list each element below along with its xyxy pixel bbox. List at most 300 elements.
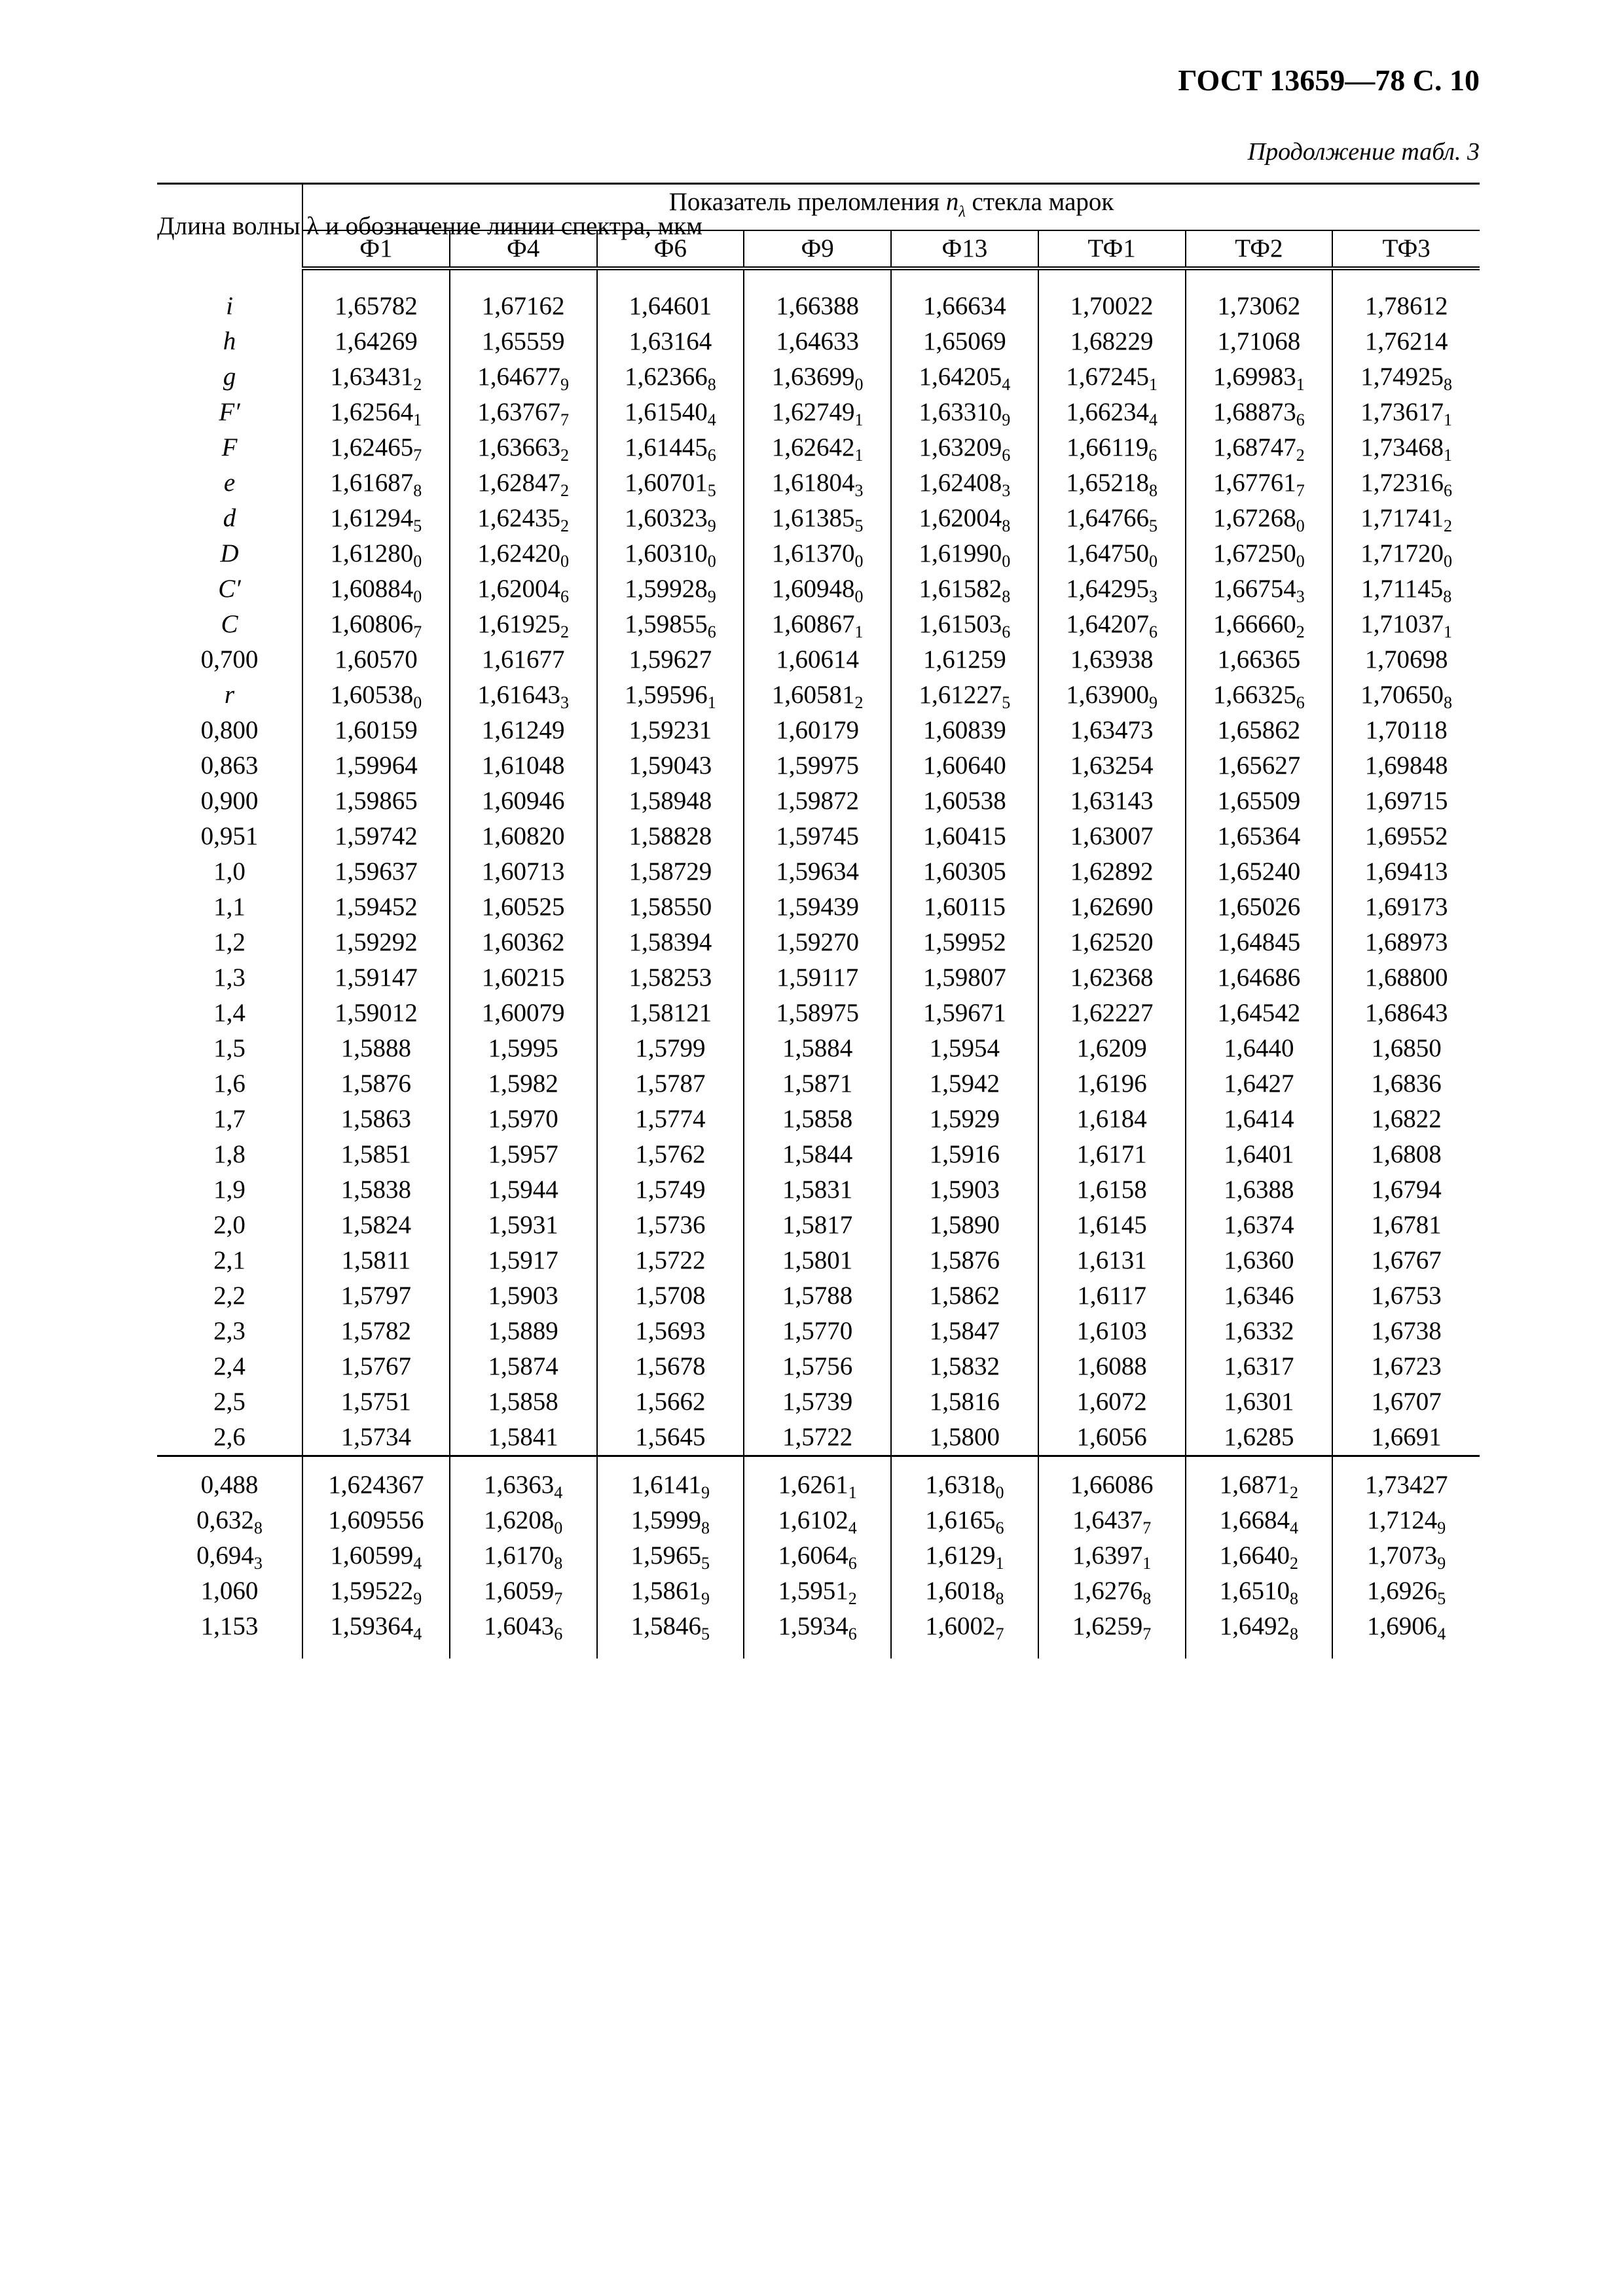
table-row: [157, 324, 1480, 359]
table-row: [157, 289, 1480, 324]
refractive-index-cell: 1,60820: [450, 819, 597, 854]
wavelength-label: g: [157, 359, 302, 395]
value-subscript-digit: 0: [995, 1483, 1004, 1502]
refractive-index-cell: $1,67245_1$: [1038, 359, 1186, 395]
refractive-index-cell: 1,5824: [302, 1208, 450, 1243]
value-subscript-digit: 6: [848, 1624, 857, 1643]
refractive-index-cell: 1,5739: [744, 1384, 891, 1420]
value-subscript-digit: 6: [1296, 693, 1305, 712]
refractive-index-cell: 1,5917: [450, 1243, 597, 1278]
refractive-index-cell: $1,60884_0$: [302, 571, 450, 607]
refractive-index-cell: 1,59292: [302, 925, 450, 960]
refractive-index-cell: 1,5851: [302, 1137, 450, 1172]
wavelength-label: 1,8: [157, 1137, 302, 1172]
spacer-cell: [450, 1456, 597, 1468]
refractive-index-cell: 1,59872: [744, 783, 891, 819]
value-subscript-digit: 4: [1437, 1624, 1446, 1643]
refractive-index-cell: 1,5970: [450, 1102, 597, 1137]
refractive-index-cell: 1,5800: [891, 1420, 1038, 1456]
value-subscript-digit: 7: [1142, 1624, 1152, 1643]
value-subscript-digit: 5: [1002, 693, 1011, 712]
wavelength-label: 1,153: [157, 1609, 302, 1644]
table-row: [157, 359, 1480, 395]
refractive-index-cell: 1,69848: [1364, 751, 1448, 780]
value-subscript-digit: 4: [413, 1624, 422, 1643]
value-subscript-digit: 5: [701, 1554, 710, 1573]
refractive-index-cell: 1,76214: [1364, 327, 1448, 355]
table-row: [157, 571, 1480, 607]
refractive-index-cell: $1,65218_8$: [1038, 465, 1186, 501]
refractive-index-cell: 1,6822: [1371, 1105, 1442, 1133]
value-subscript-digit: 9: [1437, 1518, 1446, 1537]
refractive-index-cell: 1,58948: [597, 783, 744, 819]
grade-header: ТФ3: [1332, 230, 1480, 268]
table-row: [157, 607, 1480, 642]
refractive-index-cell: $1,72316_6$: [1360, 469, 1453, 500]
refractive-index-cell: $1,59522_9$: [302, 1573, 450, 1609]
value-subscript-digit: 0: [854, 587, 864, 606]
refractive-index-cell: 1,6440: [1186, 1031, 1333, 1066]
refractive-index-cell: $1,64207_6$: [1038, 607, 1186, 642]
value-subscript-digit: 2: [1444, 516, 1453, 535]
refractive-index-cell: $1,6640_2$: [1186, 1538, 1333, 1573]
value-subscript-digit: 6: [848, 1554, 857, 1573]
refractive-index-cell: 1,5736: [597, 1208, 744, 1243]
refractive-index-cell: 1,6171: [1038, 1137, 1186, 1172]
spacer-cell: [1332, 1456, 1480, 1468]
refractive-index-cell: $1,59928_9$: [597, 571, 744, 607]
grade-header: Ф6: [597, 230, 744, 268]
refractive-index-cell: 1,6808: [1371, 1140, 1442, 1168]
refractive-index-cell: $1,62420_0$: [450, 536, 597, 571]
spacer-cell: [1332, 1644, 1480, 1659]
refractive-index-cell: $1,7073_9$: [1367, 1541, 1446, 1573]
refractive-index-cell: 1,5722: [744, 1420, 891, 1456]
refractive-index-cell: 1,5888: [302, 1031, 450, 1066]
grade-header: Ф9: [744, 230, 891, 268]
refractive-index-cell: 1,5862: [891, 1278, 1038, 1314]
refractive-index-cell: $1,5965_5$: [597, 1538, 744, 1573]
wavelength-label: 0,863: [157, 748, 302, 783]
refractive-index-cell: 1,6346: [1186, 1278, 1333, 1314]
refractive-index-cell: 1,58975: [744, 996, 891, 1031]
table-spacer-row: [157, 268, 1480, 289]
refractive-index-cell: 1,6781: [1371, 1211, 1442, 1239]
value-subscript-digit: 3: [560, 693, 569, 712]
refractive-index-cell: 1,5858: [744, 1102, 891, 1137]
refractive-index-cell: 1,59807: [891, 960, 1038, 996]
refractive-index-cell: $1,64205_4$: [891, 359, 1038, 395]
refractive-index-cell: $1,64677_9$: [450, 359, 597, 395]
refractive-index-cell: 1,60179: [744, 713, 891, 748]
spacer-cell: [302, 1456, 450, 1468]
refractive-index-cell: 1,62368: [1038, 960, 1186, 996]
table-row: [157, 395, 1480, 430]
table-row: [157, 1031, 1480, 1066]
wavelength-label: $0,694_3$: [157, 1538, 302, 1573]
refractive-index-cell: $1,60310_0$: [597, 536, 744, 571]
refractive-index-cell: $1,60599_4$: [302, 1538, 450, 1573]
spacer-cell: [1038, 1456, 1186, 1468]
refractive-index-cell: 1,5884: [744, 1031, 891, 1066]
value-subscript-digit: 9: [701, 1589, 710, 1608]
table-row: [157, 1172, 1480, 1208]
refractive-index-cell: 1,59671: [891, 996, 1038, 1031]
refractive-index-cell: 1,66634: [891, 289, 1038, 324]
refractive-index-cell: 1,5847: [891, 1314, 1038, 1349]
wavelength-label: 0,488: [157, 1467, 302, 1503]
value-subscript-digit: 8: [554, 1554, 563, 1573]
refractive-index-cell: $1,63767_7$: [450, 395, 597, 430]
refractive-index-cell: 1,6401: [1186, 1137, 1333, 1172]
refractive-index-cell: 1,5929: [891, 1102, 1038, 1137]
refractive-index-cell: 1,5831: [744, 1172, 891, 1208]
refractive-index-cell: 1,65240: [1186, 854, 1333, 889]
refractive-index-cell: $1,6871_2$: [1186, 1467, 1333, 1503]
wavelength-label: 1,5: [157, 1031, 302, 1066]
wavelength-label: 1,7: [157, 1102, 302, 1137]
refractive-index-cell: 1,5863: [302, 1102, 450, 1137]
refractive-index-cell: $1,61804_3$: [744, 465, 891, 501]
refractive-index-cell: 1,5903: [891, 1172, 1038, 1208]
value-subscript-digit: 2: [854, 693, 864, 712]
refractive-index-cell: $1,5846_5$: [597, 1609, 744, 1644]
table-row: [157, 1137, 1480, 1172]
value-subscript-digit: 6: [995, 1518, 1004, 1537]
grade-header: Ф4: [450, 230, 597, 268]
refractive-index-cell: 1,5916: [891, 1137, 1038, 1172]
value-subscript-digit: 1: [995, 1554, 1004, 1573]
value-subscript-digit: 6: [1149, 622, 1158, 641]
refractive-index-cell: $1,6208_0$: [450, 1503, 597, 1538]
table-row: [157, 1538, 1480, 1573]
value-subscript-digit: 0: [1296, 516, 1305, 535]
refractive-index-cell: $1,60806_7$: [302, 607, 450, 642]
refractive-index-cell: 1,62892: [1038, 854, 1186, 889]
value-subscript-digit: 8: [1142, 1589, 1152, 1608]
table-row: [157, 1102, 1480, 1137]
refractive-index-cell: $1,6170_8$: [450, 1538, 597, 1573]
refractive-index-cell: 1,6285: [1186, 1420, 1333, 1456]
value-subscript-digit: 0: [413, 552, 422, 571]
value-subscript-digit: 8: [701, 1518, 710, 1537]
value-subscript-digit: 3: [854, 481, 864, 500]
refractive-index-cell: 1,60305: [891, 854, 1038, 889]
refractive-index-cell: $1,68873_6$: [1186, 395, 1333, 430]
table-row: [157, 677, 1480, 713]
value-subscript-digit: 2: [560, 446, 569, 465]
refractive-index-cell: $1,71145_8$: [1360, 575, 1452, 606]
value-subscript-digit: 7: [1142, 1518, 1152, 1537]
refractive-index-cell: 1,5876: [891, 1243, 1038, 1278]
refractive-index-cell: $1,66119_6$: [1038, 430, 1186, 465]
refractive-index-cell: $1,5999_8$: [597, 1503, 744, 1538]
refractive-index-cell: 1,60215: [450, 960, 597, 996]
refractive-index-cell: 1,64633: [744, 324, 891, 359]
refractive-index-cell: $1,63663_2$: [450, 430, 597, 465]
value-subscript-digit: 6: [707, 446, 716, 465]
refractive-index-cell: 1,5799: [597, 1031, 744, 1066]
value-subscript-digit: 8: [253, 1518, 263, 1537]
refractive-index-cell: 1,5876: [302, 1066, 450, 1102]
refractive-index-cell: 1,6131: [1038, 1243, 1186, 1278]
value-subscript-digit: 9: [1437, 1554, 1446, 1573]
refractive-index-cell: 1,59147: [302, 960, 450, 996]
spacer-cell: [1332, 268, 1480, 289]
refractive-index-cell: $1,62004_8$: [891, 501, 1038, 536]
refractive-index-cell: $1,63431_2$: [302, 359, 450, 395]
refractive-index-cell: $1,6437_7$: [1038, 1503, 1186, 1538]
refractive-index-cell: 1,70022: [1038, 289, 1186, 324]
refractive-index-cell: 1,6836: [1371, 1069, 1442, 1098]
refractive-index-cell: 1,6374: [1186, 1208, 1333, 1243]
refractive-index-cell: $1,61503_6$: [891, 607, 1038, 642]
refractive-index-cell: $1,7124_9$: [1367, 1506, 1446, 1537]
refractive-index-cell: 1,5722: [597, 1243, 744, 1278]
refractive-index-cell: $1,6363_4$: [450, 1467, 597, 1503]
refractive-index-cell: 1,64845: [1186, 925, 1333, 960]
refractive-index-cell: 1,58729: [597, 854, 744, 889]
refractive-index-cell: $1,60948_0$: [744, 571, 891, 607]
refractive-index-cell: 1,63938: [1038, 642, 1186, 677]
value-subscript-digit: 0: [413, 693, 422, 712]
refractive-index-cell: 1,6117: [1038, 1278, 1186, 1314]
refractive-index-cell: 1,5816: [891, 1384, 1038, 1420]
refractive-index-cell: 1,59231: [597, 713, 744, 748]
table-row: [157, 996, 1480, 1031]
value-subscript-digit: 4: [413, 1554, 422, 1573]
value-subscript-digit: 1: [1444, 446, 1453, 465]
table-row: [157, 501, 1480, 536]
refractive-index-cell: 1,5678: [597, 1349, 744, 1384]
refractive-index-cell: $1,61280_0$: [302, 536, 450, 571]
refractive-index-cell: 1,6196: [1038, 1066, 1186, 1102]
value-subscript-digit: 5: [1149, 516, 1158, 535]
refractive-index-cell: $1,71720_0$: [1360, 539, 1453, 571]
table-row: [157, 889, 1480, 925]
refractive-index-cell: 1,68800: [1364, 963, 1448, 992]
refractive-index-cell: $1,62435_2$: [450, 501, 597, 536]
value-subscript-digit: 0: [1444, 552, 1453, 571]
table-row: [157, 1384, 1480, 1420]
refractive-index-cell: $1,71741_2$: [1360, 504, 1453, 535]
table-row: [157, 748, 1480, 783]
refractive-index-cell: $1,61294_5$: [302, 501, 450, 536]
value-subscript-digit: 0: [854, 375, 864, 394]
refractive-index-cell: $1,73617_1$: [1360, 398, 1453, 429]
refractive-index-cell: 1,65627: [1186, 748, 1333, 783]
value-subscript-digit: 6: [1296, 410, 1305, 429]
refractive-index-cell: $1,6492_8$: [1186, 1609, 1333, 1644]
refractive-index-cell: $1,64295_3$: [1038, 571, 1186, 607]
value-subscript-digit: 1: [1296, 375, 1305, 394]
refractive-index-cell: 1,5817: [744, 1208, 891, 1243]
refractive-index-cell: $1,63310_9$: [891, 395, 1038, 430]
refractive-index-cell: 1,59439: [744, 889, 891, 925]
value-subscript-digit: 1: [1444, 410, 1453, 429]
wavelength-label: i: [157, 289, 302, 324]
table-row: [157, 1208, 1480, 1243]
refractive-index-cell: 1,61259: [891, 642, 1038, 677]
table-row: [157, 1573, 1480, 1609]
refractive-index-cell: $1,5934_6$: [744, 1609, 891, 1644]
refractive-index-cell: $1,74925_8$: [1360, 363, 1453, 394]
refractive-index-cell: 1,65559: [450, 324, 597, 359]
refractive-index-cell: 1,59117: [744, 960, 891, 996]
value-subscript-digit: 1: [854, 410, 864, 429]
spacer-cell: [744, 1644, 891, 1659]
refractive-index-cell: $1,59596_1$: [597, 677, 744, 713]
table-row: [157, 1278, 1480, 1314]
value-subscript-digit: 8: [1002, 587, 1011, 606]
table-row: [157, 1314, 1480, 1349]
refractive-index-cell: $1,66325_6$: [1186, 677, 1333, 713]
value-subscript-digit: 8: [1444, 375, 1453, 394]
refractive-index-cell: $1,60538_0$: [302, 677, 450, 713]
refractive-index-cell: 1,65509: [1186, 783, 1333, 819]
table-row: [157, 783, 1480, 819]
value-subscript-digit: 2: [1290, 1554, 1298, 1573]
table-row: [157, 1467, 1480, 1503]
spacer-cell: [450, 1644, 597, 1659]
refractive-index-cell: 1,5762: [597, 1137, 744, 1172]
refractive-index-cell: 1,66365: [1186, 642, 1333, 677]
refractive-index-cell: 1,63007: [1038, 819, 1186, 854]
refractive-index-cell: $1,6129_1$: [891, 1538, 1038, 1573]
refractive-index-cell: 1,5782: [302, 1314, 450, 1349]
value-subscript-digit: 8: [707, 375, 716, 394]
refractive-index-cell: 1,70118: [1365, 716, 1448, 744]
refractive-index-cell: 1,60159: [302, 713, 450, 748]
refractive-index-cell: 1,58394: [597, 925, 744, 960]
refractive-index-cell: 1,59627: [597, 642, 744, 677]
refractive-index-cell: 1,5942: [891, 1066, 1038, 1102]
refractive-index-cell: 1,6427: [1186, 1066, 1333, 1102]
refractive-index-cell: 1,64686: [1186, 960, 1333, 996]
refractive-index-cell: 1,609556: [302, 1503, 450, 1538]
value-subscript-digit: 9: [707, 587, 716, 606]
refractive-index-cell: $1,67761_7$: [1186, 465, 1333, 501]
wavelength-label: 0,700: [157, 642, 302, 677]
refractive-index-cell: $1,6059_7$: [450, 1573, 597, 1609]
value-subscript-digit: 0: [413, 587, 422, 606]
refractive-index-cell: $1,6064_6$: [744, 1538, 891, 1573]
refractive-index-cell: 1,62227: [1038, 996, 1186, 1031]
refractive-index-cell: 1,5734: [302, 1420, 450, 1456]
refractive-index-cell: 1,5788: [744, 1278, 891, 1314]
refractive-index-cell: $1,6684_4$: [1186, 1503, 1333, 1538]
refractive-index-cell: 1,5751: [302, 1384, 450, 1420]
refractive-index-cell: 1,5957: [450, 1137, 597, 1172]
refractive-index-cell: $1,61582_8$: [891, 571, 1038, 607]
refractive-index-cell: 1,5693: [597, 1314, 744, 1349]
refractive-index-cell: $1,6141_9$: [597, 1467, 744, 1503]
refractive-index-cell: 1,6723: [1371, 1352, 1442, 1380]
value-subscript-digit: 1: [854, 622, 864, 641]
refractive-index-cell: 1,58253: [597, 960, 744, 996]
refractive-index-cell: 1,624367: [302, 1467, 450, 1503]
value-subscript-digit: 7: [995, 1624, 1004, 1643]
wavelength-label: F′: [157, 395, 302, 430]
refractive-index-cell: 1,5871: [744, 1066, 891, 1102]
value-subscript-digit: 5: [413, 516, 422, 535]
refractive-index-cell: 1,65069: [891, 324, 1038, 359]
refractive-index-cell: $1,61385_5$: [744, 501, 891, 536]
refractive-index-cell: $1,61370_0$: [744, 536, 891, 571]
refractive-index-cell: 1,5767: [302, 1349, 450, 1384]
group-header-suffix: стекла марок: [965, 188, 1114, 216]
table-row: [157, 1503, 1480, 1538]
refractive-index-cell: $1,6043_6$: [450, 1609, 597, 1644]
refractive-index-cell: 1,60538: [891, 783, 1038, 819]
value-subscript-digit: 1: [413, 410, 422, 429]
refractive-index-cell: $1,71037_1$: [1360, 610, 1453, 641]
refractive-index-cell: $1,60701_5$: [597, 465, 744, 501]
spacer-cell: [1186, 1644, 1333, 1659]
grade-header: ТФ2: [1186, 230, 1333, 268]
refractive-index-cell: 1,67162: [450, 289, 597, 324]
refractive-index-cell: 1,5756: [744, 1349, 891, 1384]
value-subscript-digit: 5: [1437, 1589, 1446, 1608]
refractive-index-cell: 1,59745: [744, 819, 891, 854]
wavelength-label: 1,6: [157, 1066, 302, 1102]
refractive-index-cell: 1,66086: [1038, 1467, 1186, 1503]
table-continuation-label: Продолжение табл. 3: [1247, 138, 1480, 166]
value-subscript-digit: 1: [854, 446, 864, 465]
refractive-index-cell: 1,60640: [891, 748, 1038, 783]
refractive-index-cell: 1,6145: [1038, 1208, 1186, 1243]
refractive-index-cell: 1,5749: [597, 1172, 744, 1208]
refractive-index-cell: 1,61249: [450, 713, 597, 748]
refractive-index-cell: 1,68973: [1364, 928, 1448, 956]
refractive-index-cell: 1,60946: [450, 783, 597, 819]
wavelength-label: 2,6: [157, 1420, 302, 1456]
refractive-index-cell: 1,5770: [744, 1314, 891, 1349]
wavelength-label: d: [157, 501, 302, 536]
refractive-index-cell: $1,6165_6$: [891, 1503, 1038, 1538]
refractive-index-cell: $1,69983_1$: [1186, 359, 1333, 395]
value-subscript-digit: 4: [707, 410, 716, 429]
value-subscript-digit: 8: [1444, 693, 1453, 712]
refractive-index-cell: 1,69552: [1364, 822, 1448, 850]
refractive-index-cell: 1,73062: [1186, 289, 1333, 324]
wavelength-label: $0,632_8$: [157, 1503, 302, 1538]
refractive-index-cell: $1,61687_8$: [302, 465, 450, 501]
table-row: [157, 713, 1480, 748]
value-subscript-digit: 0: [554, 1518, 563, 1537]
refractive-index-cell: $1,60581_2$: [744, 677, 891, 713]
refractive-index-cell: 1,6388: [1186, 1172, 1333, 1208]
refractive-index-cell: $1,6318_0$: [891, 1467, 1038, 1503]
spacer-cell: [597, 1644, 744, 1659]
refractive-index-cell: 1,69413: [1364, 857, 1448, 886]
value-subscript-digit: 0: [1296, 552, 1305, 571]
refractive-index-cell: 1,59637: [302, 854, 450, 889]
value-subscript-digit: 3: [1296, 587, 1305, 606]
wavelength-label: 0,951: [157, 819, 302, 854]
wavelength-label: 2,5: [157, 1384, 302, 1420]
refractive-index-cell: 1,59952: [891, 925, 1038, 960]
refractive-index-cell: 1,6332: [1186, 1314, 1333, 1349]
refractive-index-cell: 1,63473: [1038, 713, 1186, 748]
wavelength-label: 0,800: [157, 713, 302, 748]
refractive-index-cell: $1,67250_0$: [1186, 536, 1333, 571]
refractive-index-cell: $1,6002_7$: [891, 1609, 1038, 1644]
spacer-cell: [744, 1456, 891, 1468]
wavelength-label: 2,1: [157, 1243, 302, 1278]
table-spacer-row: [157, 1456, 1480, 1468]
wavelength-label: D: [157, 536, 302, 571]
